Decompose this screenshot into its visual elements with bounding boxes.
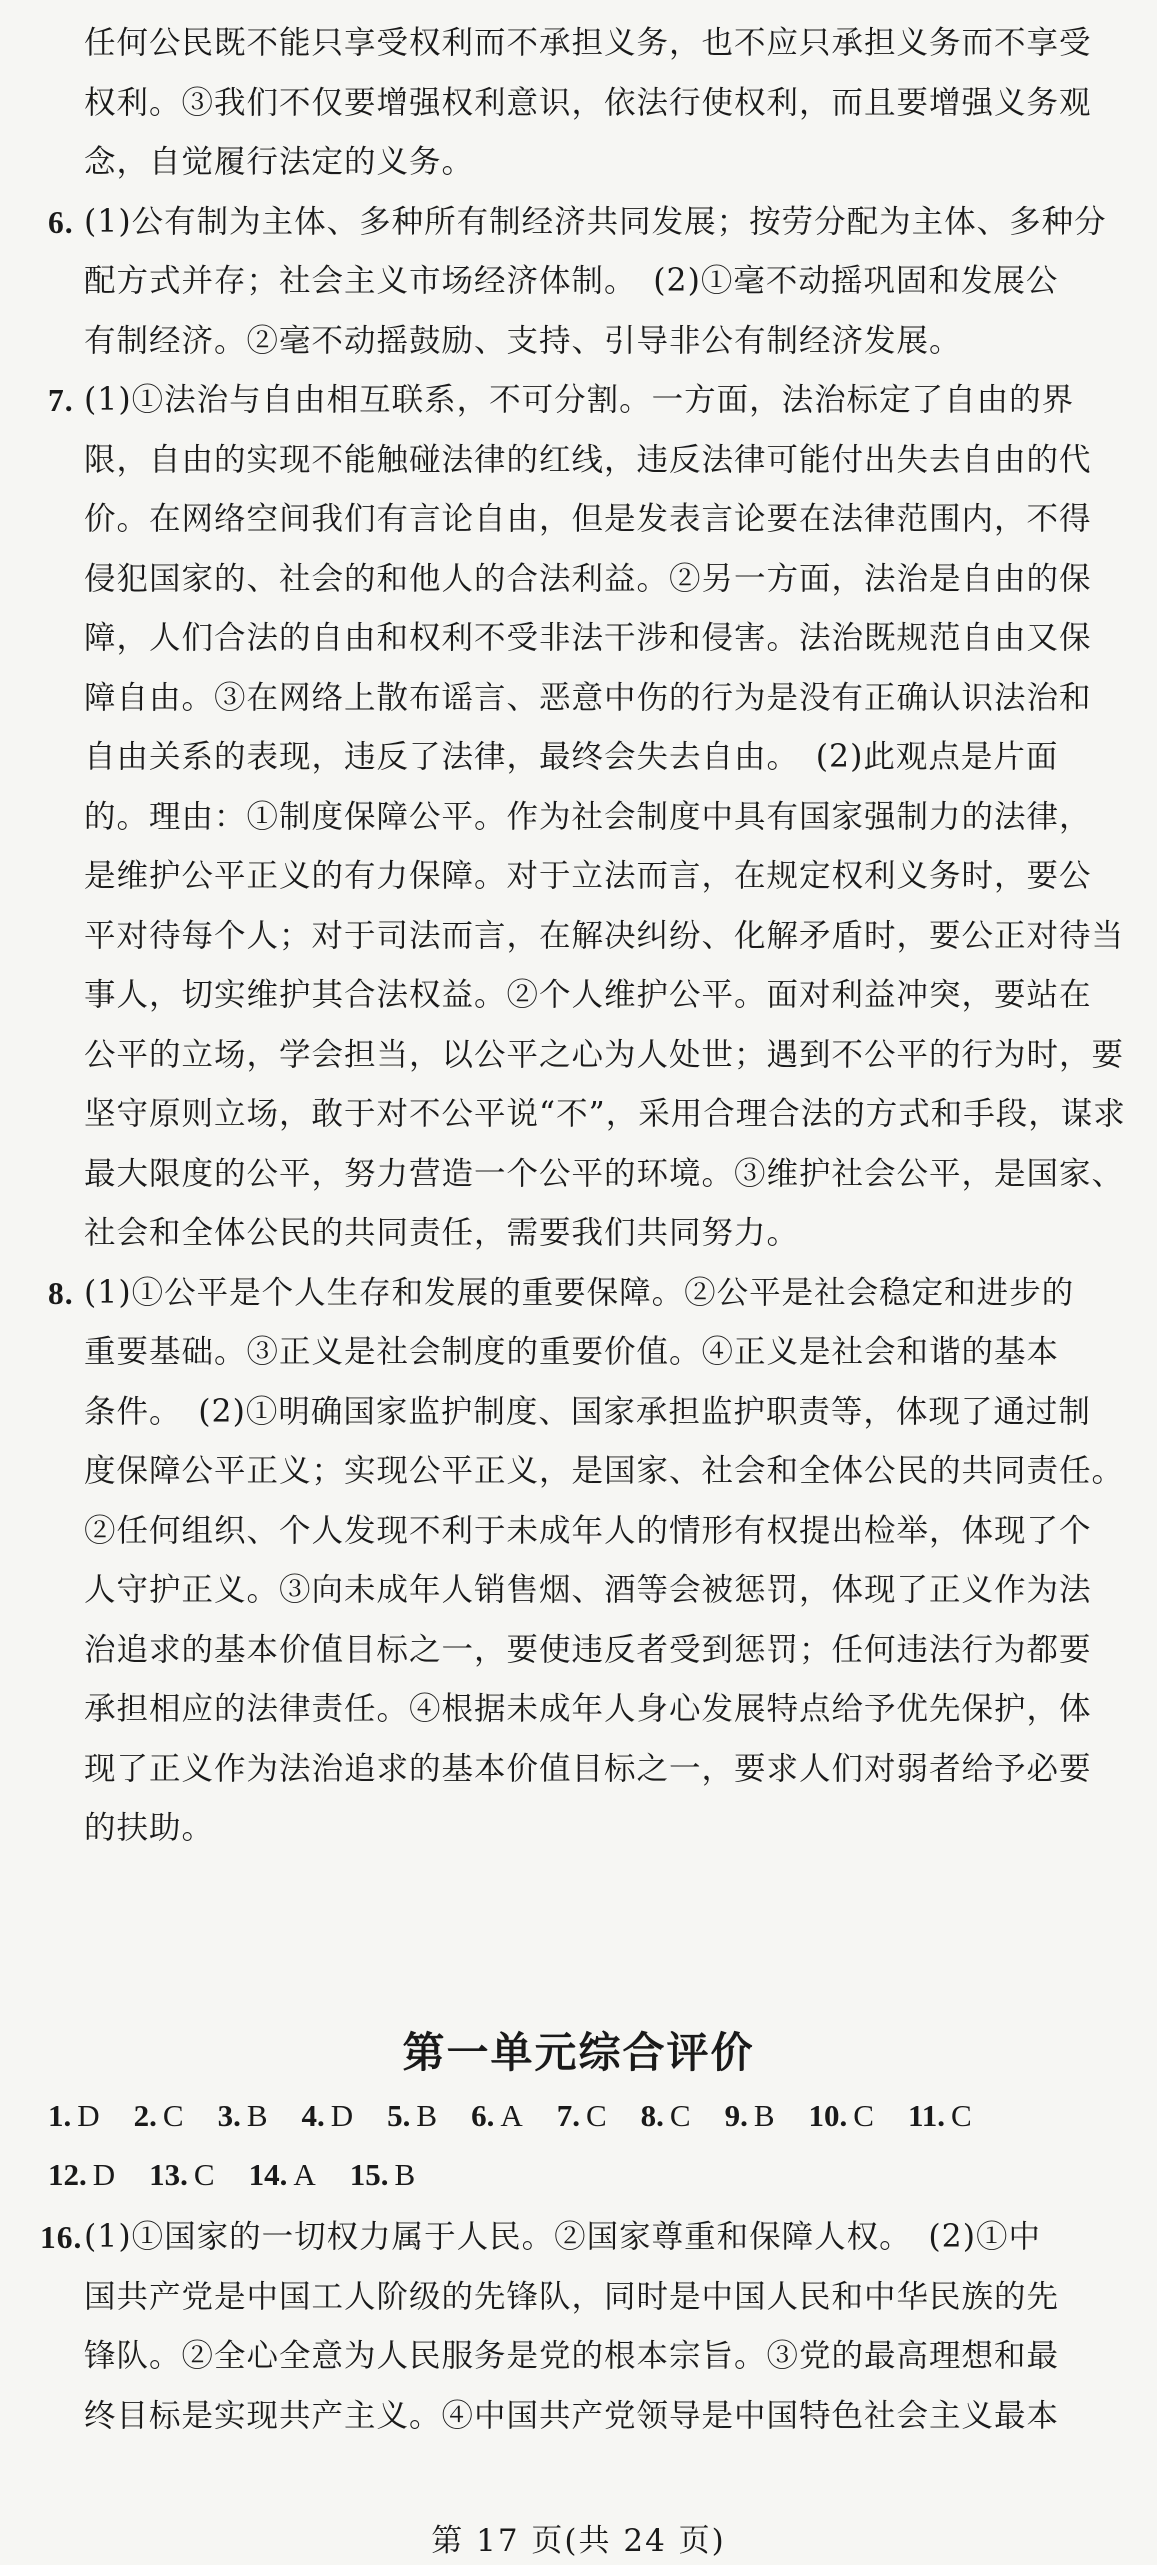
question-7-line: 侵犯国家的、社会的和他人的合法利益。②另一方面，法治是自由的保 (84, 560, 1092, 597)
choice-answer-letter: C (193, 2157, 215, 2192)
question-16-line: 锋队。②全心全意为人民服务是党的根本宗旨。③党的最高理想和最 (84, 2338, 1060, 2374)
question-8-line: ②任何组织、个人发现不利于未成年人的情形有权提出检举，体现了个 (84, 1512, 1092, 1549)
choice-answer-letter: B (246, 2098, 268, 2133)
choice-answer-number: 9. (724, 2098, 748, 2133)
question-8-line: 现了正义作为法治追求的基本价值目标之一，要求人们对弱者给予必要 (84, 1750, 1092, 1787)
choice-answer (387, 2098, 437, 2134)
choice-answer-number: 15. (349, 2157, 389, 2192)
choice-answer-number: 3. (217, 2098, 241, 2133)
choice-answers-row-1 (48, 2098, 1006, 2134)
question-16-line: 终目标是实现共产主义。④中国共产党领导是中国特色社会主义最本 (84, 2397, 1060, 2434)
choice-answer-number: 4. (301, 2098, 325, 2133)
question-5-line: 任何公民既不能只享受权利而不承担义务，也不应只承担义务而不享受 (84, 25, 1092, 61)
question-7-line: 坚守原则立场，敢于对不公平说“不”，采用合理合法的方式和手段，谋求 (84, 1096, 1126, 1132)
choice-answer-letter: D (77, 2098, 100, 2133)
choice-answer (725, 2098, 775, 2134)
choice-answers-row-2 (48, 2157, 449, 2193)
question-6-line: 配方式并存；社会主义市场经济体制。 (2)①毫不动摇巩固和发展公 (84, 263, 1059, 299)
question-7-line: 障，人们合法的自由和权利不受非法干涉和侵害。法治既规范自由又保 (84, 620, 1092, 656)
question-8-line: 的扶助。 (84, 1810, 215, 1846)
choice-answer-number: 8. (640, 2098, 664, 2133)
choice-answer-letter: A (293, 2157, 316, 2192)
question-7-line: 是维护公平正义的有力保障。对于立法而言，在规定权利义务时，要公 (84, 858, 1092, 894)
question-7-line: 的。理由：①制度保障公平。作为社会制度中具有国家强制力的法律， (84, 798, 1092, 835)
choice-answer-letter: B (753, 2098, 775, 2133)
question-7-number: 7. (48, 383, 74, 418)
question-7-line: 社会和全体公民的共同责任，需要我们共同努力。 (84, 1215, 800, 1251)
question-8-line: 条件。 (2)①明确国家监护制度、国家承担监护职责等，体现了通过制 (84, 1393, 1091, 1430)
question-7-line: 公平的立场，学会担当，以公平之心为人处世；遇到不公平的行为时，要 (84, 1036, 1125, 1073)
question-7-line: 限，自由的实现不能触碰法律的红线，违反法律可能付出失去自由的代 (84, 441, 1092, 478)
question-8-line: (1)①公平是个人生存和发展的重要保障。②公平是社会稳定和进步的 (84, 1274, 1075, 1311)
choice-answer (249, 2157, 316, 2193)
choice-answer-number: 7. (556, 2098, 580, 2133)
choice-answer-letter: C (669, 2098, 691, 2133)
choice-answer-letter: B (416, 2098, 438, 2133)
choice-answer-letter: C (585, 2098, 607, 2133)
question-7-line: 事人，切实维护其合法权益。②个人维护公平。面对利益冲突，要站在 (84, 977, 1092, 1013)
choice-answer-number: 13. (149, 2157, 188, 2192)
choice-answer (908, 2098, 972, 2134)
choice-answer (641, 2098, 691, 2134)
question-8-line: 重要基础。③正义是社会制度的重要价值。④正义是社会和谐的基本 (84, 1334, 1060, 1370)
choice-answer-number: 1. (48, 2098, 72, 2133)
choice-answer-letter: C (951, 2098, 972, 2133)
question-5-line: 权利。③我们不仅要增强权利意识，依法行使权利，而且要增强义务观 (84, 84, 1092, 121)
question-16-line: (1)①国家的一切权力属于人民。②国家尊重和保障人权。 (2)①中 (84, 2219, 1041, 2255)
question-6-number: 6. (48, 204, 74, 240)
question-6-line: 有制经济。②毫不动摇鼓励、支持、引导非公有制经济发展。 (84, 322, 962, 359)
choice-answer-letter: C (162, 2098, 184, 2133)
choice-answer-number: 2. (133, 2098, 157, 2133)
choice-answer-number: 14. (248, 2157, 288, 2192)
choice-answer-number: 12. (48, 2157, 87, 2192)
question-7-line: 障自由。③在网络上散布谣言、恶意中伤的行为是没有正确认识法治和 (84, 679, 1092, 716)
choice-answer (809, 2098, 874, 2134)
question-5-line: 念，自觉履行法定的义务。 (84, 144, 475, 180)
choice-answer (218, 2098, 268, 2134)
choice-answer (471, 2098, 523, 2134)
choice-answer (350, 2157, 415, 2193)
question-6-line: (1)公有制为主体、多种所有制经济共同发展；按劳分配为主体、多种分 (84, 203, 1107, 240)
question-8-line: 度保障公平正义；实现公平正义，是国家、社会和全体公民的共同责任。 (84, 1453, 1125, 1489)
choice-answer-letter: D (330, 2098, 354, 2133)
section-title: 第一单元综合评价 (402, 2028, 755, 2077)
question-7-line: 自由关系的表现，违反了法律，最终会失去自由。 (2)此观点是片面 (84, 739, 1059, 775)
choice-answer-number: 10. (808, 2098, 848, 2133)
choice-answer (149, 2157, 214, 2193)
choice-answer (134, 2098, 184, 2134)
question-7-line: (1)①法治与自由相互联系，不可分割。一方面，法治标定了自由的界 (84, 382, 1075, 418)
choice-answer-letter: B (394, 2157, 416, 2192)
question-16-number: 16. (40, 2220, 83, 2255)
choice-answer (302, 2098, 354, 2134)
choice-answer-number: 6. (471, 2098, 495, 2133)
page-footer: 第 17 页(共 24 页) (431, 2523, 726, 2559)
choice-answer-letter: A (500, 2098, 523, 2133)
choice-answer (557, 2098, 607, 2134)
question-7-line: 最大限度的公平，努力营造一个公平的环境。③维护社会公平，是国家、 (84, 1155, 1125, 1192)
question-8-line: 人守护正义。③向未成年人销售烟、酒等会被惩罚，体现了正义作为法 (84, 1572, 1092, 1608)
choice-answer (48, 2157, 115, 2193)
question-8-line: 治追求的基本价值目标之一，要使违反者受到惩罚；任何违法行为都要 (84, 1631, 1092, 1668)
choice-answer-number: 11. (907, 2098, 946, 2133)
choice-answer-letter: C (853, 2098, 874, 2133)
question-16-line: 国共产党是中国工人阶级的先锋队，同时是中国人民和中华民族的先 (84, 2278, 1060, 2315)
choice-answer-letter: D (92, 2157, 116, 2192)
choice-answer-number: 5. (387, 2098, 411, 2133)
question-8-number: 8. (48, 1275, 74, 1311)
question-8-line: 承担相应的法律责任。④根据未成年人身心发展特点给予优先保护，体 (84, 1691, 1092, 1727)
question-7-line: 平对待每个人；对于司法而言，在解决纠纷、化解矛盾时，要公正对待当 (84, 917, 1125, 954)
choice-answer (48, 2098, 100, 2134)
question-7-line: 价。在网络空间我们有言论自由，但是发表言论要在法律范围内，不得 (84, 501, 1092, 537)
